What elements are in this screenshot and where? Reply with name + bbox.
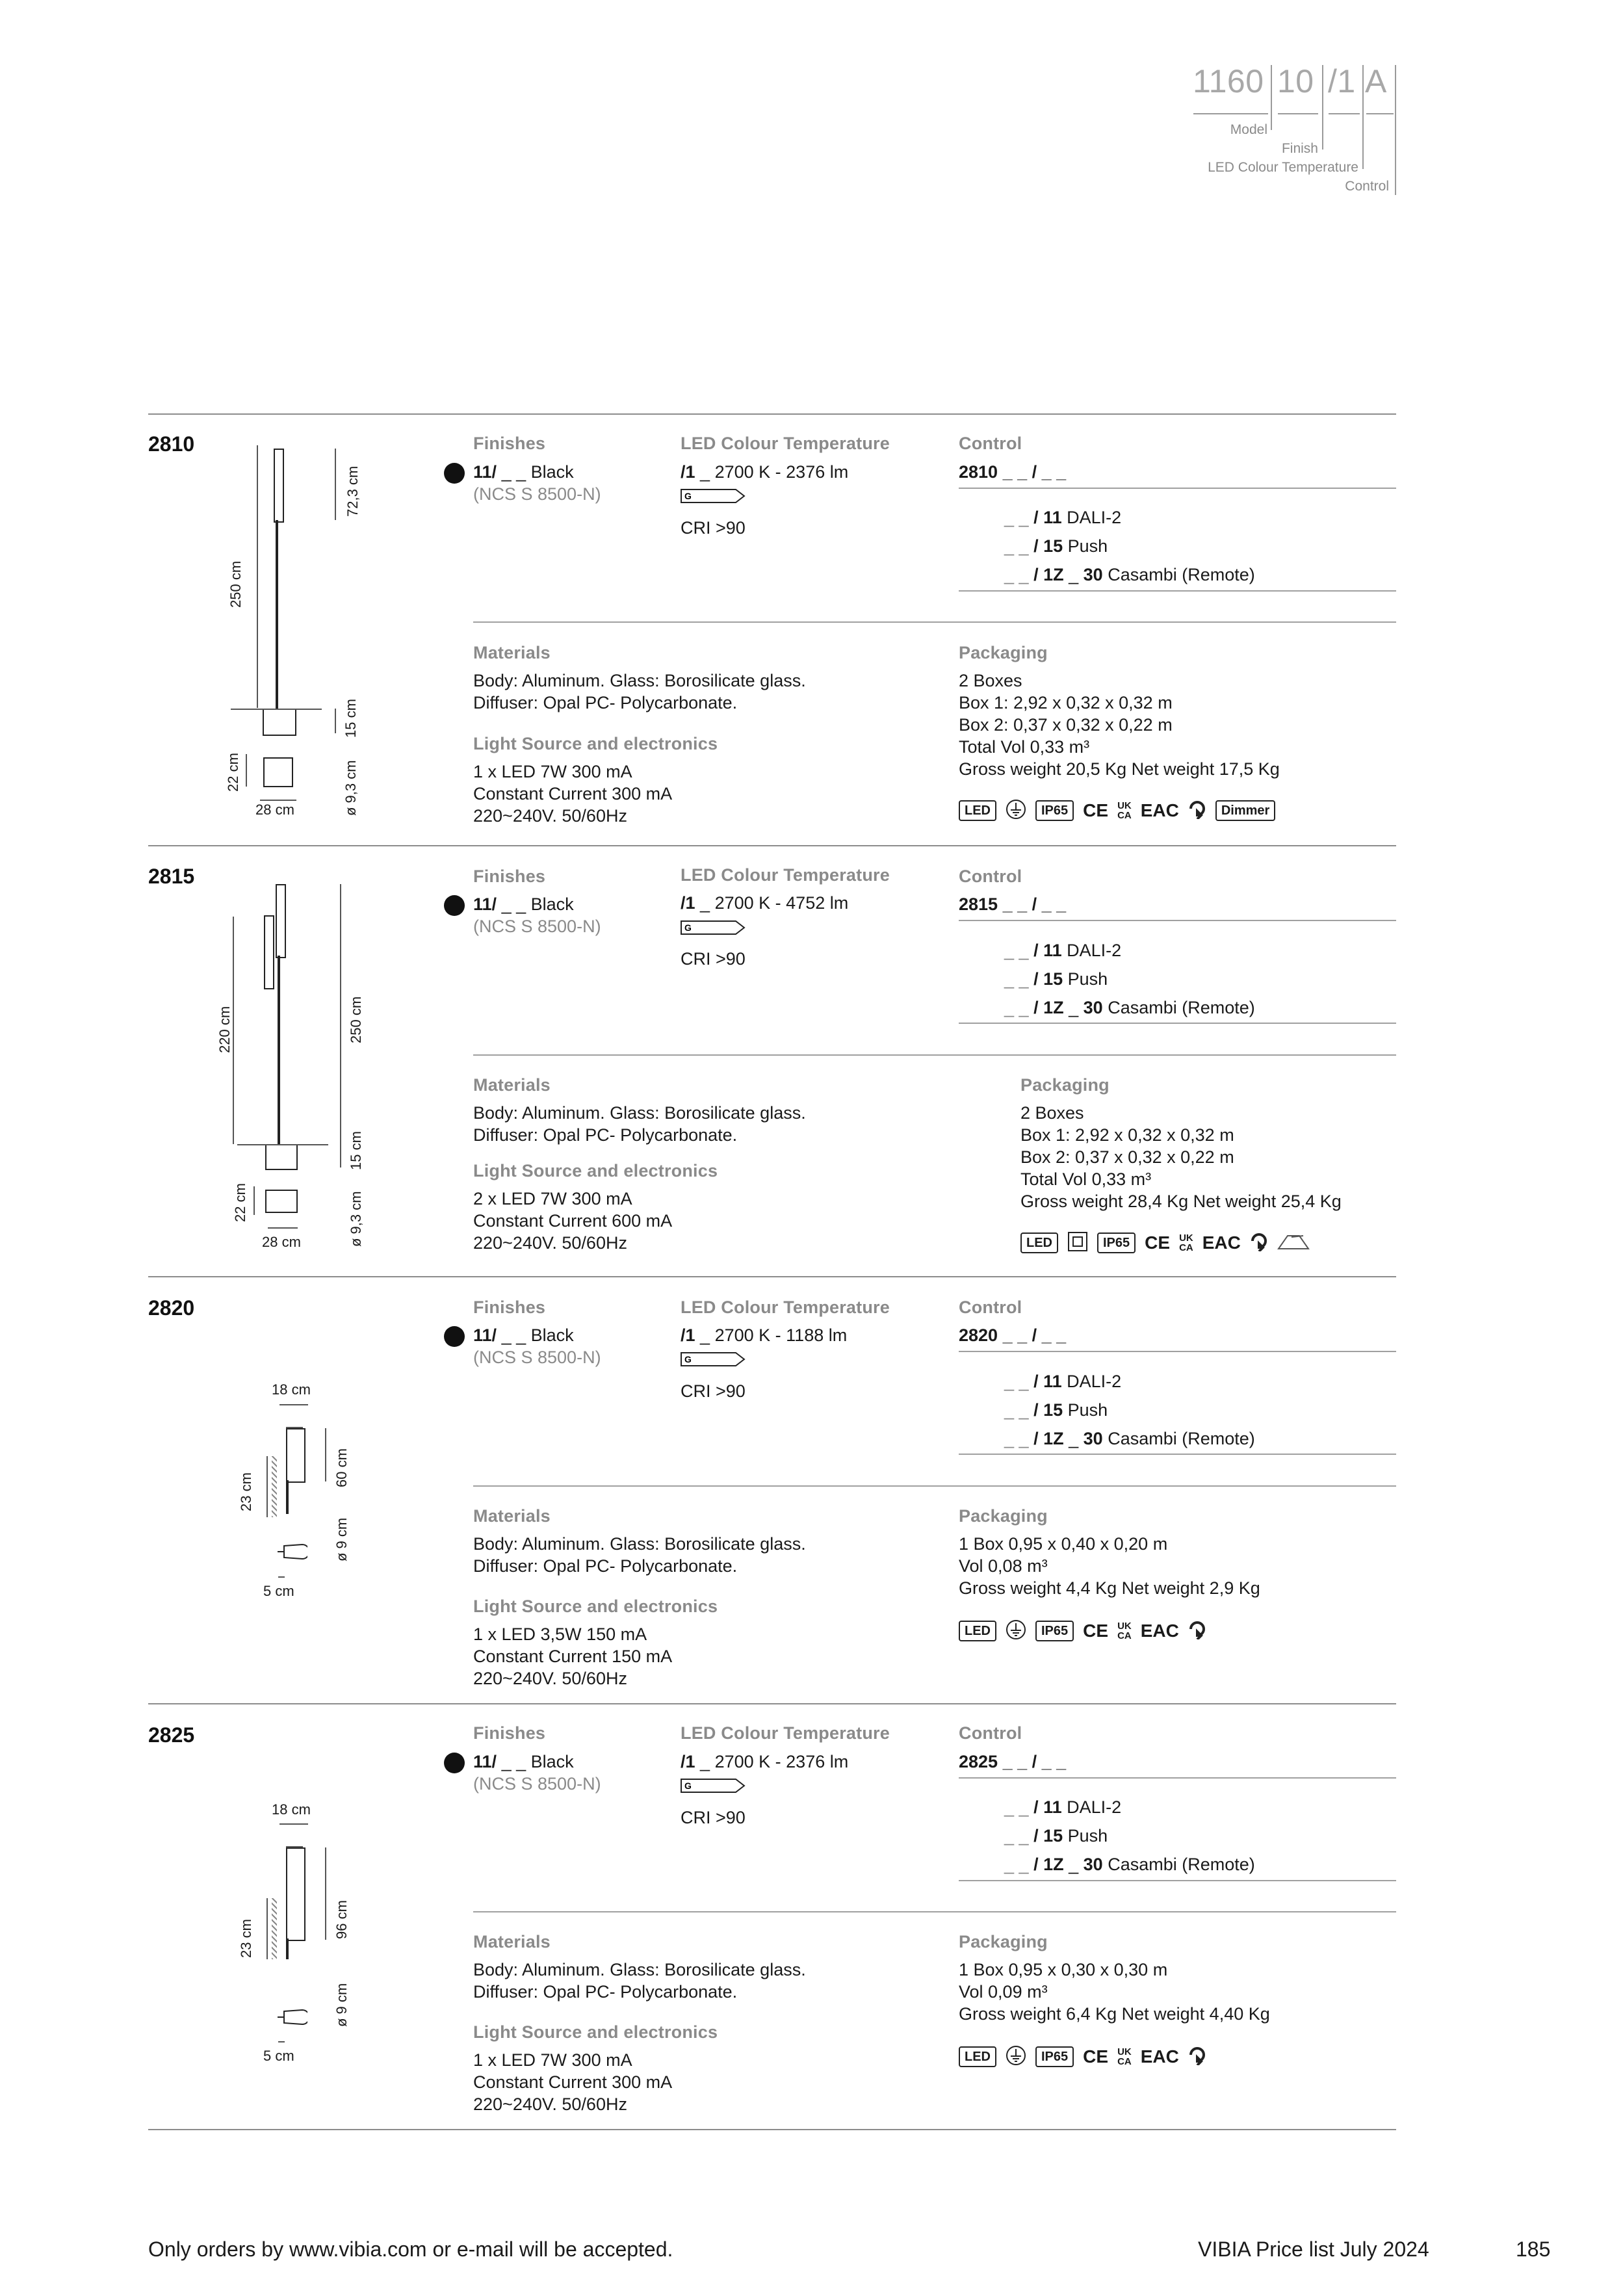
legend-finish: Finish [1281, 141, 1318, 156]
black-swatch [444, 1753, 465, 1773]
ukca-mark-icon: UK CA [1179, 1233, 1193, 1253]
recycle-icon [1188, 800, 1206, 822]
cert-icons [959, 2045, 1206, 2068]
recycle-icon [1188, 1620, 1206, 1643]
ip65-icon: IP65 [1035, 2046, 1074, 2067]
led-icon: LED [959, 1621, 996, 1641]
led-code: /1 [1328, 63, 1356, 99]
ukca-mark-icon: UK CA [1117, 1621, 1132, 1641]
cert-icons [1020, 1231, 1311, 1255]
legend-control: Control [1345, 179, 1389, 194]
energy-class-tag [681, 1352, 746, 1365]
black-swatch [444, 463, 465, 484]
footer-order-note: Only orders by www.vibia.com or e-mail will be accepted. [148, 2237, 673, 2261]
svg-text:G: G [684, 922, 692, 933]
led-icon: LED [959, 800, 996, 821]
lamp-tip-icon [276, 1543, 307, 1563]
footer-brand: VIBIA Price list July 2024 [1198, 2237, 1429, 2261]
ukca-mark-icon: UK CA [1117, 800, 1132, 821]
ce-mark-icon: CE [1083, 2046, 1109, 2067]
eac-mark-icon: EAC [1140, 2046, 1179, 2067]
finish-code: 10 [1277, 63, 1314, 99]
product-code: 2810 [148, 432, 195, 456]
eac-mark-icon: EAC [1140, 800, 1179, 820]
cert-icons [959, 799, 1275, 822]
svg-text:G: G [684, 1354, 692, 1364]
ce-mark-icon: CE [1145, 1233, 1171, 1253]
legend-led: LED Colour Temperature [1208, 160, 1358, 175]
model-code: 1160 [1193, 63, 1264, 99]
surface-mount-icon [1277, 1233, 1311, 1253]
led-icon: LED [1020, 1233, 1058, 1253]
recycle-icon [1188, 2046, 1206, 2068]
energy-class-tag [681, 1779, 746, 1792]
dimmer-icon: Dimmer [1215, 800, 1275, 821]
energy-class-tag [681, 920, 746, 933]
energy-class-tag [681, 489, 746, 502]
svg-text:G: G [684, 1781, 692, 1791]
legend-model: Model [1230, 122, 1267, 137]
ip65-icon: IP65 [1035, 800, 1074, 821]
black-swatch [444, 1326, 465, 1347]
ground-icon [1006, 2045, 1026, 2069]
led-icon: LED [959, 2046, 996, 2067]
ce-mark-icon: CE [1083, 1621, 1109, 1641]
class-ii-icon [1067, 1231, 1088, 1255]
page-number: 185 [1516, 2237, 1551, 2261]
product-code: 2825 [148, 1723, 195, 1747]
svg-text:G: G [684, 491, 692, 501]
control-code: A [1365, 63, 1387, 99]
ip65-icon: IP65 [1097, 1233, 1136, 1253]
ukca-mark-icon: UK CA [1117, 2046, 1132, 2067]
lamp-tip-icon [276, 2009, 307, 2029]
cert-icons [959, 1619, 1206, 1643]
product-code: 2815 [148, 865, 195, 888]
eac-mark-icon: EAC [1140, 1621, 1179, 1641]
black-swatch [444, 895, 465, 916]
ce-mark-icon: CE [1083, 800, 1109, 820]
ground-icon [1006, 799, 1026, 823]
eac-mark-icon: EAC [1202, 1233, 1241, 1253]
product-code: 2820 [148, 1296, 195, 1320]
ground-icon [1006, 1619, 1026, 1643]
ip65-icon: IP65 [1035, 1621, 1074, 1641]
recycle-icon [1250, 1232, 1268, 1255]
